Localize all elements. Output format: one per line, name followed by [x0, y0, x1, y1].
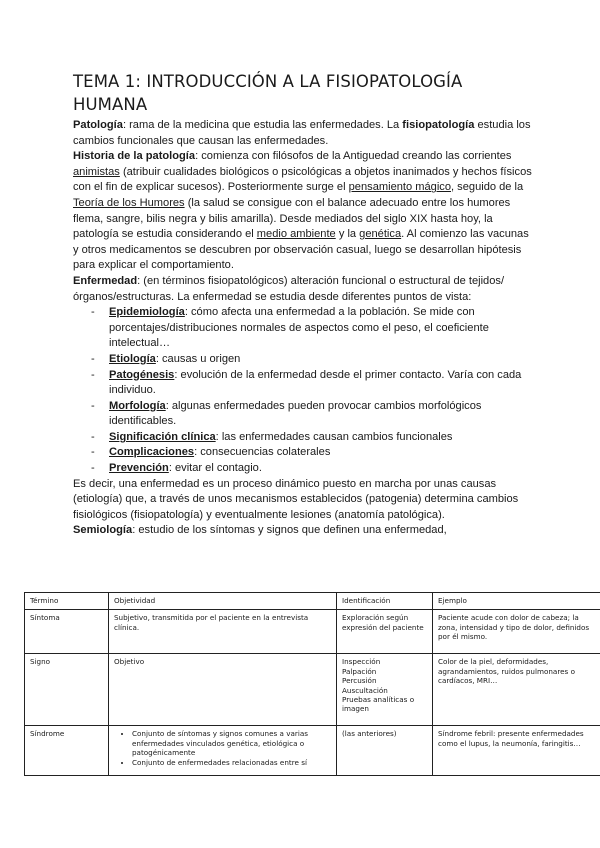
table-header: Objetividad: [109, 593, 337, 610]
list-item: - Complicaciones: consecuencias colaterales: [91, 446, 331, 459]
underline-animistas: animistas: [73, 165, 120, 178]
table-row: [25, 610, 600, 654]
table-header: Identificación: [337, 593, 433, 610]
table-cell: Color de la piel, deformidades, agrandamientos, ruidos pulmonares o cardíacos, MRI…: [433, 654, 600, 726]
underline-pensamiento: pensamiento mágico: [348, 181, 452, 194]
list-item: - Significación clínica: las enfermedades causan cambios funcionales: [91, 430, 453, 443]
table-row: [25, 726, 600, 776]
table-cell: Síndrome febril: presente enfermedades como el lupus, la neumonía, faringitis…: [433, 726, 600, 776]
term-fisiopatologia: fisiopatología: [402, 119, 475, 131]
table-cell: Objetivo: [109, 654, 337, 726]
table-header: Término: [25, 593, 109, 610]
table-header-row: [25, 593, 600, 610]
term-enfermedad: Enfermedad: [73, 274, 138, 287]
underline-medio-ambiente: medio ambiente: [256, 228, 336, 241]
table-cell: Signo: [25, 654, 109, 726]
table-cell: Paciente acude con dolor de cabeza; la zona, intensidad y tipo de dolor, definidos por él mismo.: [433, 610, 600, 654]
table-cell: Síndrome: [25, 726, 109, 776]
term-patologia: Patología: [73, 119, 123, 131]
summary-paragraph: Es decir, una enfermedad es un proceso dinámico puesto en marcha por unas causas (etiología) que, a través de unos mecanismos establecidos (patogenia) determina cambios fisiológicos (fisiopatología) y eventualmente lesiones (anatomía patológica).: [73, 477, 519, 521]
table-cell: Subjetivo, transmitida por el paciente en la entrevista clínica.: [109, 610, 337, 654]
patologia-paragraph: Patología: rama de la medicina que estudia las enfermedades. La fisiopatología estudia los cambios funcionales que causan las enfermedades.: [73, 119, 531, 147]
historia-paragraph: Historia de la patología: comienza con filósofos de la Antiguedad creando las corrientes animistas (atribuir cualidades biológicos o psicológicas a objetos inanimados y hechos físicos con el fin de explicar sucesos). Posteriormente surge el pensamiento mágico, seguido de la Teoría de los Humores (la salud se consigue con el balance adecuado entre los humores flema, sangre, bilis negra y bilis amarilla). Desde mediados del siglo XIX hasta hoy, la patología se estudia considerando el medio ambiente y la genética. Al comienzo las vacunas y otros medicamentos se descubren por observación casual, luego se desarrollan hipótesis para explicar el comportamiento.: [73, 150, 532, 272]
page-title: TEMA 1: INTRODUCCIÓN A LA FISIOPATOLOGÍA HUMANA: [73, 72, 463, 114]
underline-genetica: genética: [359, 228, 402, 241]
list-item: - Prevención: evitar el contagio.: [91, 462, 262, 475]
table-cell: (las anteriores): [337, 726, 433, 776]
table-header: Ejemplo: [433, 593, 600, 610]
table-cell: • Conjunto de síntomas y signos comunes a varias enfermedades vinculados genética, etiológica o patogénicamente • Conjunto de enfermedades relacionadas entre sí: [109, 726, 337, 776]
table-cell: Exploración según expresión del paciente: [337, 610, 433, 654]
list-item: - Etiología: causas u origen: [91, 352, 241, 365]
list-item: - Epidemiología: cómo afecta una enfermedad a la población. Se mide con porcentajes/distribuciones normales de aspectos como el peso, el coeficiente intelectual…: [91, 306, 489, 350]
document-page: [73, 70, 533, 539]
table-row: [25, 654, 600, 726]
semiology-table: [24, 592, 600, 776]
underline-humores: Teoría de los Humores: [73, 196, 185, 209]
viewpoints-list: [73, 305, 533, 477]
list-item: - Patogénesis: evolución de la enfermedad desde el primer contacto. Varía con cada individuo.: [91, 368, 522, 397]
term-historia: Historia de la patología: [73, 150, 196, 163]
enfermedad-paragraph: Enfermedad: (en términos fisiopatológicos) alteración funcional o estructural de tejidos/órganos/estructuras. La enfermedad se estudia desde diferentes puntos de vista:: [73, 274, 505, 303]
semiologia-paragraph: Semiología: estudio de los síntomas y signos que definen una enfermedad,: [73, 524, 447, 537]
table-cell: Síntoma: [25, 610, 109, 654]
table-cell: Inspección Palpación Percusión Auscultación Pruebas analíticas o imagen: [337, 654, 433, 726]
term-semiologia: Semiología: [73, 524, 133, 537]
list-item: - Morfología: algunas enfermedades pueden provocar cambios morfológicos identificables.: [91, 399, 482, 428]
